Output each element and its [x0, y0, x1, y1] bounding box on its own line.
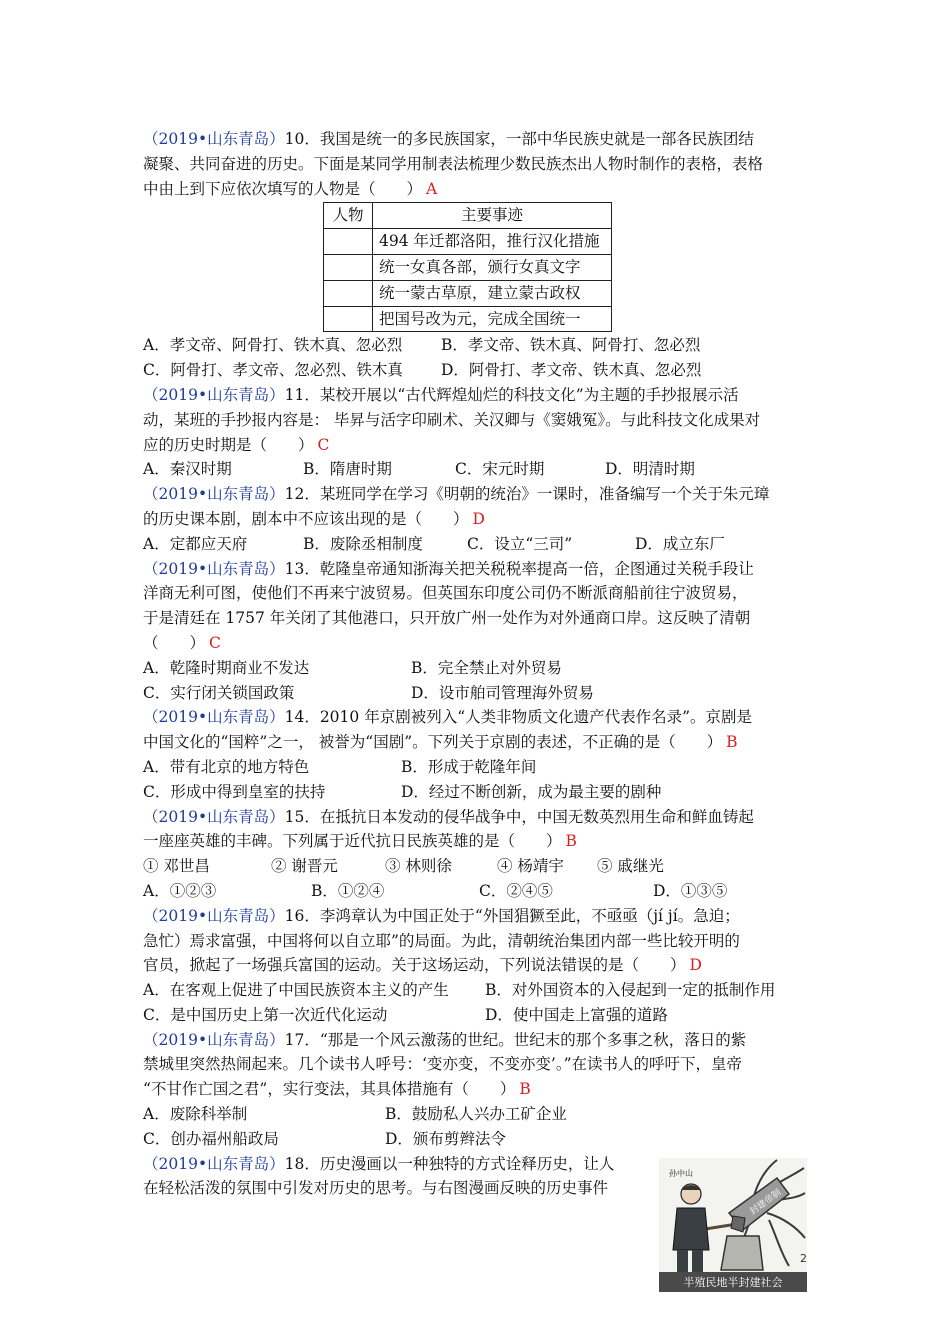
option-d: D．明清时期 — [605, 460, 695, 479]
option-b: B．孝文帝、铁木真、阿骨打、忽必烈 — [441, 336, 701, 355]
hero-item: ④ 杨靖宇 — [497, 857, 564, 876]
option-d: D．阿骨打、孝文帝、铁木真、忽必烈 — [441, 361, 702, 380]
option-b: B．完全禁止对外贸易 — [411, 658, 562, 677]
option-d: D．设市舶司管理海外贸易 — [411, 683, 594, 702]
table-row — [324, 280, 612, 306]
question-text: “不甘作亡国之君”，实行变法，其具体措施有（ ） — [143, 1080, 516, 1099]
question-source: （2019•山东青岛） — [143, 385, 285, 404]
hero-item: ⑤ 戚继光 — [597, 857, 664, 876]
option-c: C．②④⑤ — [479, 881, 553, 900]
table-cell-blank — [324, 254, 373, 280]
option-b: B．对外国资本的入侵起到一定的抵制作用 — [485, 981, 776, 1000]
table-header-cell: 人物 — [324, 203, 373, 229]
option-d: D．①③⑤ — [653, 881, 728, 900]
question-12 — [143, 482, 808, 556]
option-a: A．①②③ — [143, 881, 217, 900]
question-text: 12．某班同学在学习《明朝的统治》一课时，准备编写一个关于朱元璋 — [284, 485, 770, 504]
question-18 — [143, 1152, 653, 1202]
option-c: C．形成中得到皇室的扶持 — [143, 782, 326, 801]
option-a: A．乾隆时期商业不发达 — [143, 658, 310, 677]
question-text: 15．在抵抗日本发动的侵华战争中，中国无数英烈用生命和鲜血铸起 — [284, 807, 754, 826]
option-a: A．孝文帝、阿骨打、铁木真、忽必烈 — [143, 336, 403, 355]
question-text: 一座座英雄的丰碑。下列属于近代抗日民族英雄的是（ ） — [143, 832, 562, 851]
option-c: C．宋元时期 — [455, 460, 545, 479]
answer-mark: C — [317, 435, 330, 454]
option-b: B．废除丞相制度 — [303, 534, 423, 553]
question-text: 于是清廷在 1757 年关闭了其他港口，只开放广州一处作为对外通商口岸。这反映了清朝 — [143, 609, 751, 628]
option-b: B．鼓励私人兴办工矿企业 — [385, 1105, 567, 1124]
question-text: 16．李鸿章认为中国正处于“外国猖獗至此，不亟亟（jí jí。急迫； — [284, 906, 740, 925]
question-text: 动，某班的手抄报内容是： 毕昇与活字印刷术、关汉卿与《窦娥冤》。与此科技文化成果对 — [143, 410, 761, 429]
table-row — [324, 229, 612, 255]
question-13 — [143, 557, 808, 706]
table-row — [324, 254, 612, 280]
option-d: D．经过不断创新，成为最主要的剧种 — [401, 782, 662, 801]
question-text: 11．某校开展以“古代辉煌灿烂的科技文化”为主题的手抄报展示活 — [284, 385, 739, 404]
option-b: B．形成于乾隆年间 — [401, 757, 537, 776]
table-header-cell: 主要事迹 — [373, 203, 612, 229]
option-b: B．①②④ — [311, 881, 385, 900]
answer-mark: B — [519, 1080, 531, 1099]
option-a: A．在客观上促进了中国民族资本主义的产生 — [143, 981, 449, 1000]
question-text: 17．“那是一个风云激荡的世纪。世纪末的那个多事之秋，落日的紫 — [284, 1030, 747, 1049]
hero-item: ① 邓世昌 — [143, 857, 210, 876]
question-10 — [143, 127, 808, 383]
table-cell-blank — [324, 280, 373, 306]
question-text: 中由上到下应依次填写的人物是（ ） — [143, 179, 423, 198]
answer-mark: D — [689, 956, 702, 975]
question-11 — [143, 383, 808, 482]
tree-stump-icon — [721, 1236, 763, 1270]
option-a: A．定都应天府 — [143, 534, 248, 553]
table-cell: 494 年迁都洛阳，推行汉化措施 — [373, 229, 612, 255]
question-text: 在轻松活泼的氛围中引发对历史的思考。与右图漫画反映的历史事件 — [143, 1179, 609, 1198]
option-d: D．颁布剪辫法令 — [385, 1129, 506, 1148]
option-a: A．带有北京的地方特色 — [143, 757, 310, 776]
option-c: C．阿骨打、孝文帝、忽必烈、铁木真 — [143, 361, 403, 380]
question-14 — [143, 705, 808, 804]
answer-mark: C — [209, 633, 221, 652]
option-d: D．使中国走上富强的道路 — [485, 1005, 668, 1024]
question-source: （2019•山东青岛） — [143, 559, 285, 578]
question-list — [143, 127, 808, 1201]
answer-mark: B — [726, 733, 738, 752]
hero-item: ③ 林则徐 — [385, 857, 452, 876]
option-b: B．隋唐时期 — [303, 460, 392, 479]
question-text: 中国文化的“国粹”之一， 被誉为“国剧”。下列关于京剧的表述，不正确的是（ ） — [143, 733, 723, 752]
question-source: （2019•山东青岛） — [143, 807, 285, 826]
question-text: 凝聚、共同奋进的历史。下面是某同学用制表法梳理少数民族杰出人物时制作的表格，表格 — [143, 154, 764, 173]
banner-text: 半殖民地半封建社会 — [683, 1276, 783, 1289]
svg-text:封建帝制: 封建帝制 — [748, 1187, 784, 1218]
table-cell: 统一蒙古草原，建立蒙古政权 — [373, 280, 612, 306]
question-source: （2019•山东青岛） — [143, 130, 285, 148]
option-c: C．是中国历史上第一次近代化运动 — [143, 1005, 388, 1024]
question-text: 急忙）焉求富强，中国将何以自立耶”的局面。为此，清朝统治集团内部一些比较开明的 — [143, 931, 740, 950]
table-row — [324, 306, 612, 332]
answer-mark: D — [472, 509, 485, 528]
question-15 — [143, 805, 808, 904]
table-cell-blank — [324, 306, 373, 332]
question-text: 18．历史漫画以一种独特的方式诠释历史，让人 — [284, 1154, 615, 1173]
question-source: （2019•山东青岛） — [143, 906, 285, 925]
table-header-row — [324, 203, 612, 229]
question-source: （2019•山东青岛） — [143, 1030, 285, 1049]
table-cell: 统一女真各部，颁行女真文字 — [373, 254, 612, 280]
option-c: C．创办福州船政局 — [143, 1129, 279, 1148]
question-source: （2019•山东青岛） — [143, 485, 285, 504]
question-text: 14．2010 年京剧被列入“人类非物质文化遗产代表作名录”。京剧是 — [284, 708, 753, 727]
ethnic-figures-table — [323, 202, 612, 332]
question-16 — [143, 904, 808, 1028]
question-text: 禁城里突然热闹起来。几个读书人呼号：‘变亦变，不变亦变’。”在读书人的呼吁下，皇帝 — [143, 1055, 743, 1074]
option-c: C．设立“三司” — [467, 534, 573, 553]
option-d: D．成立东厂 — [635, 534, 725, 553]
option-c: C．实行闭关锁国政策 — [143, 683, 295, 702]
page-number: 2 — [800, 1252, 807, 1265]
table-cell: 把国号改为元，完成全国统一 — [373, 306, 612, 332]
question-text: 洋商无利可图，使他们不再来宁波贸易。但英国东印度公司仍不断派商船前往宁波贸易， — [143, 584, 748, 603]
question-17 — [143, 1028, 808, 1152]
question-source: （2019•山东青岛） — [143, 1154, 285, 1173]
option-a: A．秦汉时期 — [143, 460, 232, 479]
question-text: 应的历史时期是（ ） — [143, 435, 314, 454]
question-text: 10．我国是统一的多民族国家，一部中华民族史就是一部各民族团结 — [284, 130, 754, 148]
option-a: A．废除科举制 — [143, 1105, 248, 1124]
hero-item: ② 谢晋元 — [271, 857, 338, 876]
question-text: 官员，掀起了一场强兵富国的运动。关于这场运动，下列说法错误的是（ ） — [143, 956, 686, 975]
figure-label: 孙中山 — [669, 1169, 693, 1178]
question-text: 的历史课本剧，剧本中不应该出现的是（ ） — [143, 509, 469, 528]
question-text: 13．乾隆皇帝通知浙海关把关税税率提高一倍，企图通过关税手段让 — [284, 559, 754, 578]
question-source: （2019•山东青岛） — [143, 708, 285, 727]
table-cell-blank — [324, 229, 373, 255]
history-cartoon — [659, 1158, 807, 1292]
answer-mark: B — [565, 832, 577, 851]
question-text: （ ） — [143, 633, 206, 652]
answer-mark: A — [426, 179, 438, 198]
